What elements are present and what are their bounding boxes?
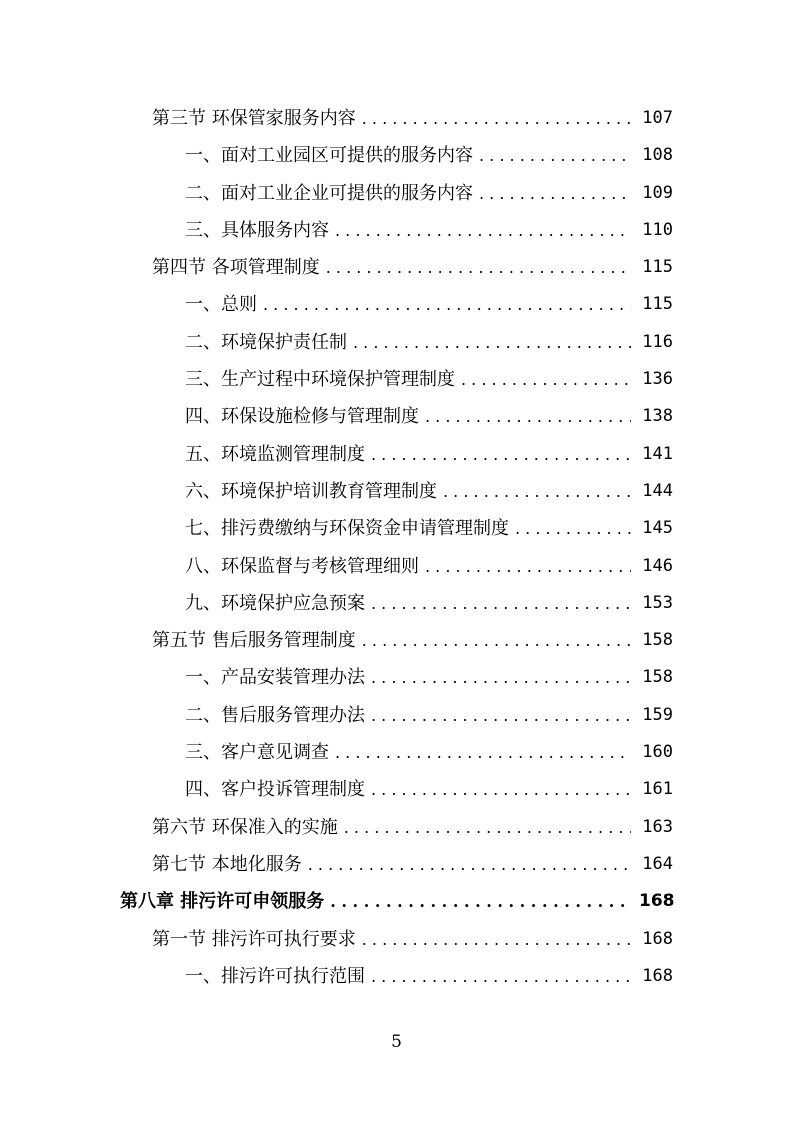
toc-entry-title: 九、环境保护应急预案: [185, 592, 365, 614]
page-number: 5: [391, 1032, 402, 1052]
toc-leader-dots: [362, 622, 631, 659]
toc-leader-dots: [479, 175, 631, 212]
toc-leader-dots: [443, 473, 631, 510]
toc-entry[interactable]: [0, 883, 793, 920]
toc-entry-page: 168: [642, 928, 673, 949]
toc-entry[interactable]: [0, 436, 793, 473]
toc-entry-title: 八、环保监督与考核管理细则: [185, 555, 419, 577]
toc-entry-title: 七、排污费缴纳与环保资金申请管理制度: [185, 518, 509, 540]
toc-leader-dots: [308, 846, 631, 883]
toc-leader-dots: [263, 286, 631, 323]
toc-entry-title: 四、环保设施检修与管理制度: [185, 406, 419, 428]
toc-entry-page: 168: [642, 965, 673, 986]
toc-entry-title: 第七节 本地化服务: [152, 853, 302, 875]
toc-leader-dots: [330, 883, 631, 920]
toc-leader-dots: [479, 137, 631, 174]
toc-entry-title: 四、客户投诉管理制度: [185, 779, 365, 801]
toc-leader-dots: [335, 212, 631, 249]
toc-entry-title: 第一节 排污许可执行要求: [152, 928, 356, 950]
toc-entry-title: 第五节 售后服务管理制度: [152, 630, 356, 652]
toc-entry-page: 144: [642, 480, 673, 501]
toc-entry[interactable]: [0, 286, 793, 323]
toc-entry[interactable]: [0, 846, 793, 883]
table-of-contents: [0, 100, 793, 995]
toc-entry-page: 164: [642, 853, 673, 874]
toc-entry[interactable]: [0, 659, 793, 696]
toc-entry-title: 二、售后服务管理办法: [185, 704, 365, 726]
toc-entry-page: 110: [642, 219, 673, 240]
toc-entry-page: 168: [639, 891, 675, 912]
toc-entry[interactable]: [0, 622, 793, 659]
toc-leader-dots: [362, 100, 631, 137]
toc-leader-dots: [371, 697, 631, 734]
toc-entry[interactable]: [0, 510, 793, 547]
toc-entry[interactable]: [0, 697, 793, 734]
toc-entry[interactable]: [0, 585, 793, 622]
toc-entry-page: 116: [642, 331, 673, 352]
toc-entry-page: 145: [642, 518, 673, 539]
toc-entry[interactable]: [0, 175, 793, 212]
toc-entry[interactable]: [0, 958, 793, 995]
toc-entry-title: 第八章 排污许可申领服务: [120, 891, 325, 913]
toc-entry-page: 138: [642, 406, 673, 427]
toc-entry[interactable]: [0, 398, 793, 435]
toc-entry-page: 109: [642, 182, 673, 203]
toc-entry-page: 136: [642, 369, 673, 390]
toc-entry-page: 141: [642, 443, 673, 464]
toc-entry-page: 146: [642, 555, 673, 576]
toc-entry-page: 161: [642, 779, 673, 800]
toc-entry-title: 二、环境保护责任制: [185, 331, 347, 353]
toc-entry-title: 三、客户意见调查: [185, 742, 329, 764]
toc-entry[interactable]: [0, 100, 793, 137]
toc-entry-page: 163: [642, 816, 673, 837]
toc-entry-title: 第四节 各项管理制度: [152, 257, 320, 279]
toc-leader-dots: [371, 659, 631, 696]
toc-entry-title: 五、环境监测管理制度: [185, 443, 365, 465]
toc-leader-dots: [362, 921, 631, 958]
toc-entry-page: 158: [642, 667, 673, 688]
toc-leader-dots: [344, 809, 631, 846]
toc-entry[interactable]: [0, 548, 793, 585]
toc-leader-dots: [335, 734, 631, 771]
toc-leader-dots: [371, 771, 631, 808]
toc-leader-dots: [371, 958, 631, 995]
toc-entry[interactable]: [0, 771, 793, 808]
toc-entry-page: 160: [642, 742, 673, 763]
toc-entry[interactable]: [0, 921, 793, 958]
toc-leader-dots: [461, 361, 631, 398]
toc-leader-dots: [425, 398, 631, 435]
toc-entry-page: 108: [642, 145, 673, 166]
toc-entry-page: 107: [642, 108, 673, 128]
toc-entry-page: 115: [642, 294, 673, 315]
toc-entry-title: 一、总则: [185, 294, 257, 316]
toc-entry-title: 第三节 环保管家服务内容: [152, 108, 356, 129]
toc-entry-page: 115: [642, 257, 673, 278]
toc-entry-title: 二、面对工业企业可提供的服务内容: [185, 182, 473, 204]
toc-entry[interactable]: [0, 137, 793, 174]
toc-entry[interactable]: [0, 212, 793, 249]
toc-entry-page: 159: [642, 704, 673, 725]
toc-entry-title: 第六节 环保准入的实施: [152, 816, 338, 838]
toc-leader-dots: [515, 510, 631, 547]
toc-entry[interactable]: [0, 473, 793, 510]
toc-entry-title: 一、排污许可执行范围: [185, 965, 365, 987]
toc-leader-dots: [371, 436, 631, 473]
toc-entry[interactable]: [0, 809, 793, 846]
toc-leader-dots: [353, 324, 631, 361]
toc-entry-title: 一、产品安装管理办法: [185, 667, 365, 689]
toc-entry[interactable]: [0, 361, 793, 398]
toc-entry-title: 六、环境保护培训教育管理制度: [185, 480, 437, 502]
toc-entry-title: 一、面对工业园区可提供的服务内容: [185, 145, 473, 167]
toc-entry-title: 三、生产过程中环境保护管理制度: [185, 369, 455, 391]
toc-leader-dots: [326, 249, 631, 286]
toc-entry-title: 三、具体服务内容: [185, 219, 329, 241]
toc-leader-dots: [371, 585, 631, 622]
toc-entry[interactable]: [0, 734, 793, 771]
toc-leader-dots: [425, 548, 631, 585]
toc-entry[interactable]: [0, 249, 793, 286]
toc-entry[interactable]: [0, 324, 793, 361]
toc-entry-page: 158: [642, 630, 673, 651]
toc-entry-page: 153: [642, 592, 673, 613]
